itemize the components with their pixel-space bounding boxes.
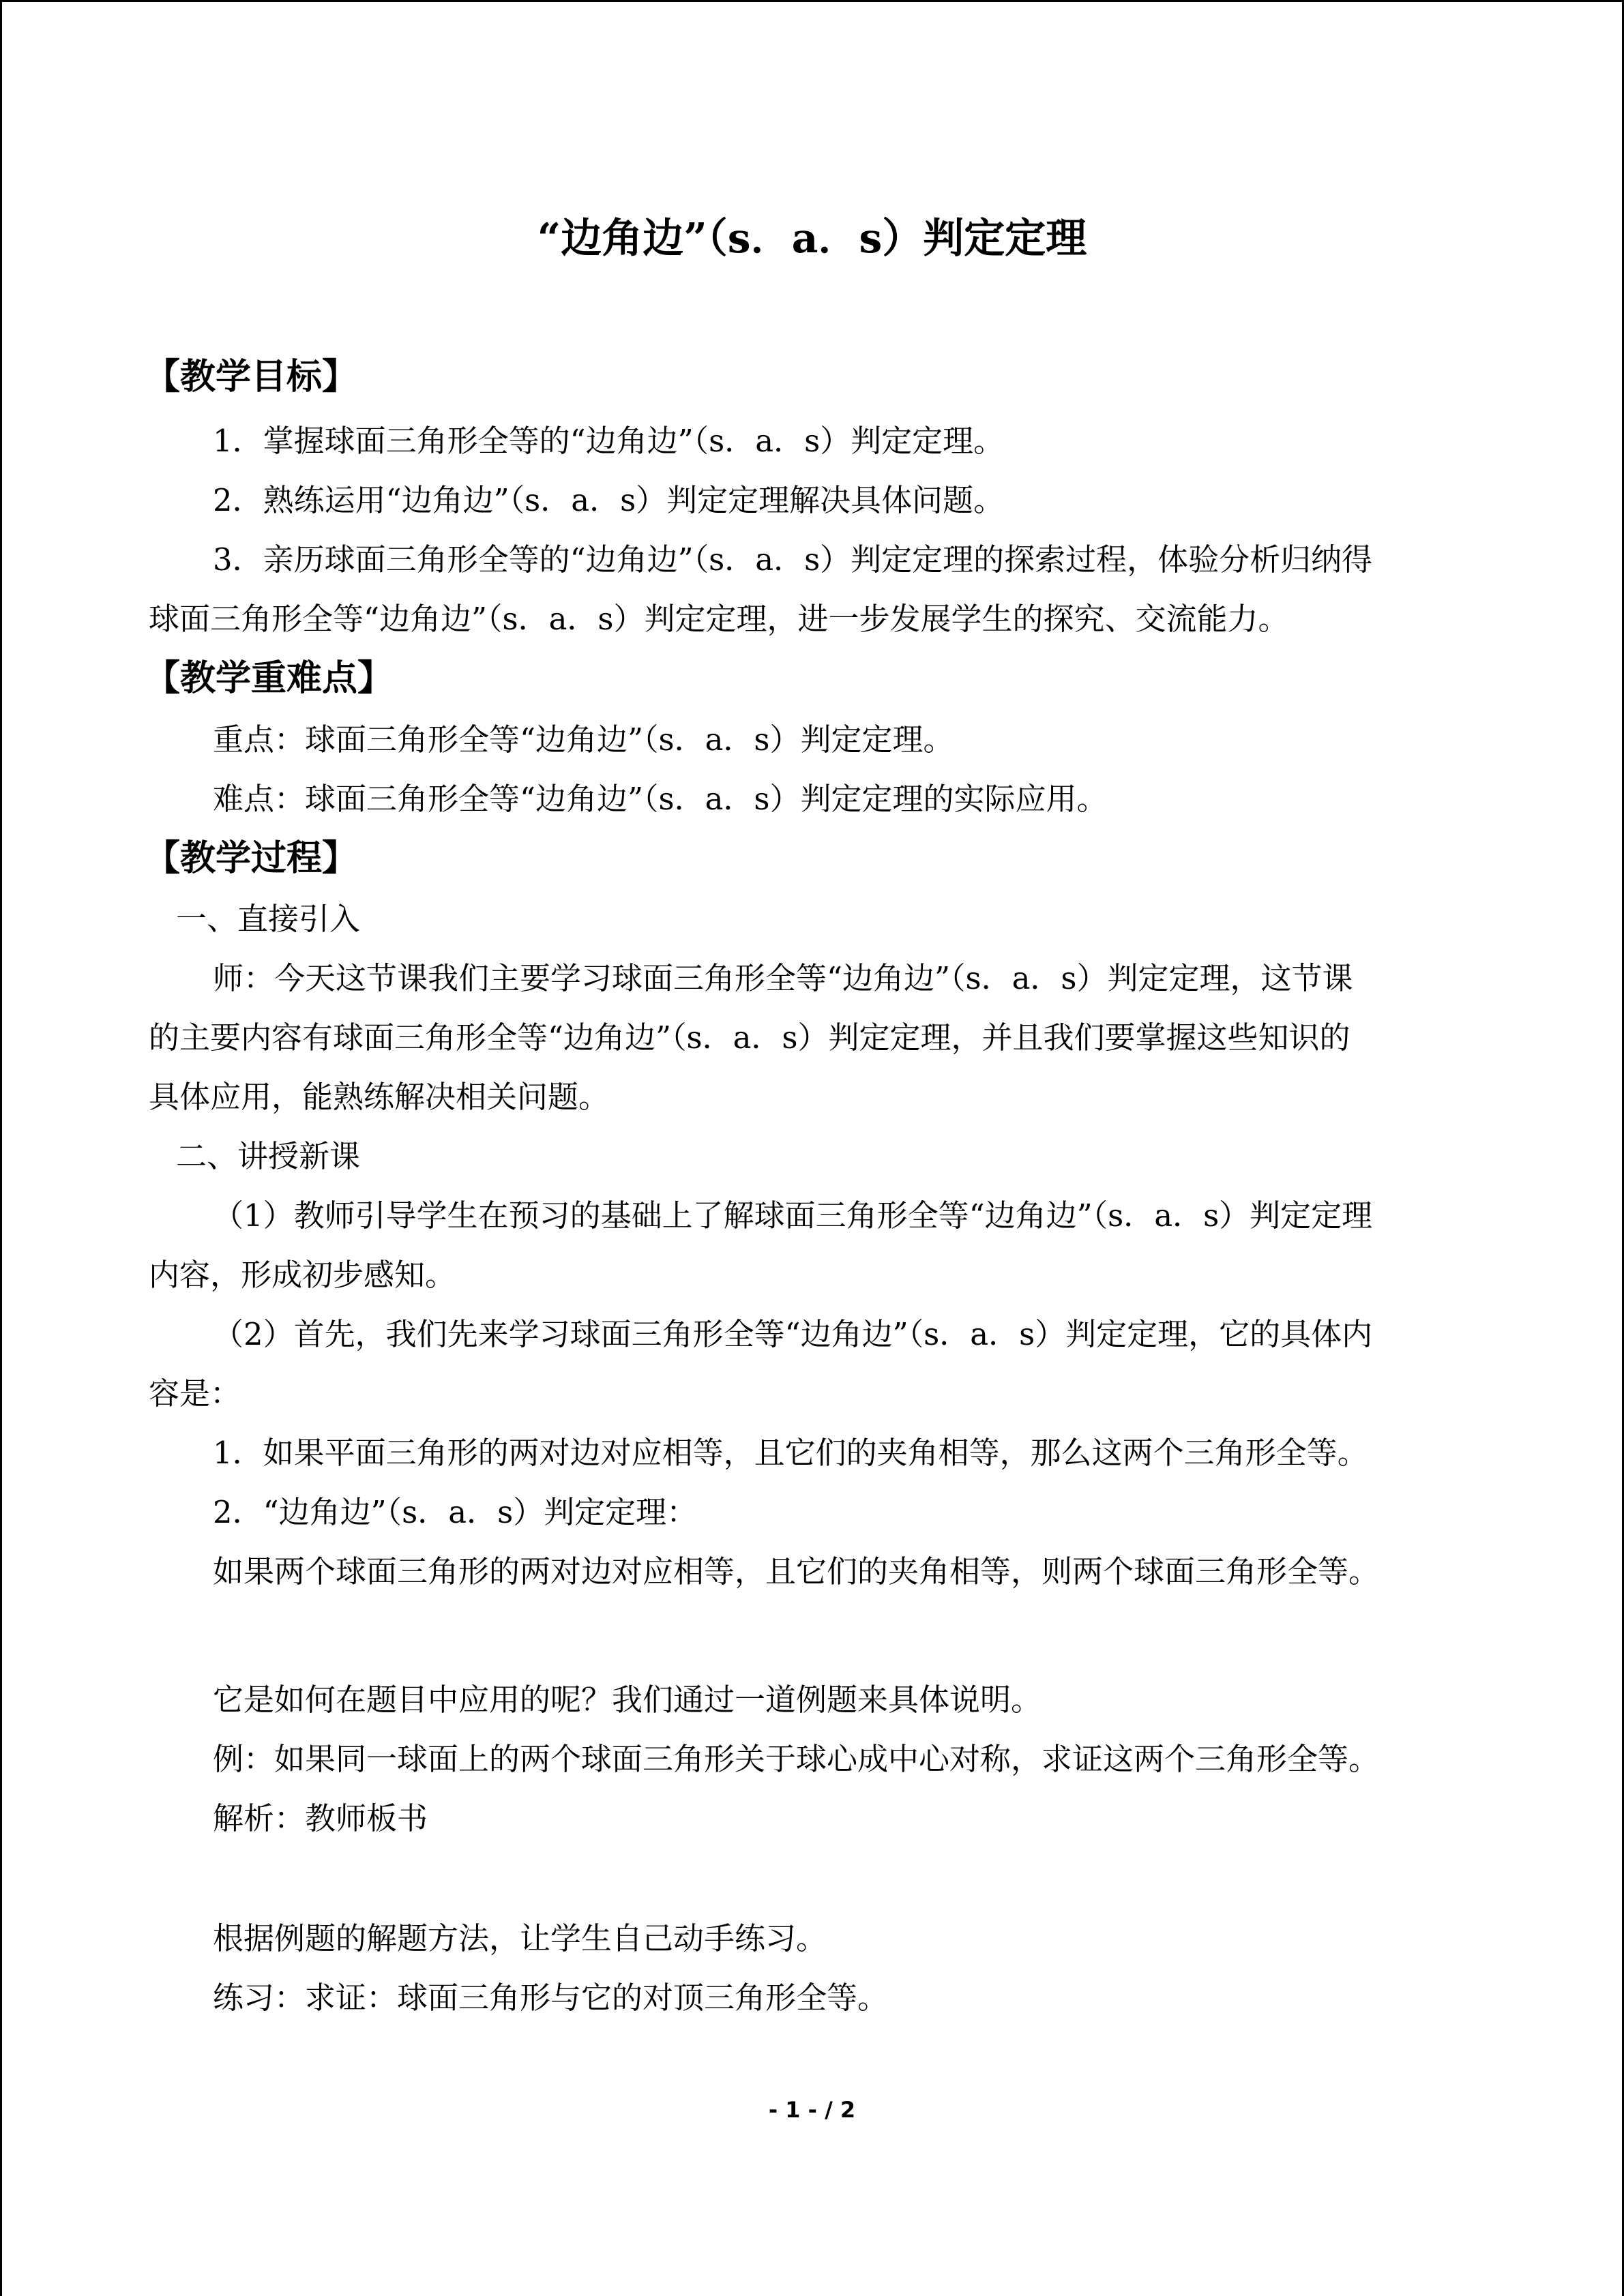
process-line: 如果两个球面三角形的两对边对应相等，且它们的夹角相等，则两个球面三角形全等。	[213, 1553, 1380, 1590]
goal-line-1: 1．掌握球面三角形全等的“边角边”（s．a．s）判定定理。	[213, 423, 1005, 459]
process-line: 1．如果平面三角形的两对边对应相等，且它们的夹角相等，那么这两个三角形全等。	[213, 1435, 1368, 1471]
page-number: - 1 - / 2	[768, 2097, 856, 2123]
document-title: “边角边”（s．a．s）判定定理	[537, 215, 1087, 263]
goal-line-3-cont: 球面三角形全等“边角边”（s．a．s）判定定理，进一步发展学生的探究、交流能力。	[149, 601, 1289, 637]
heading-key-points: 【教学重难点】	[145, 658, 394, 699]
heading-teaching-process: 【教学过程】	[145, 838, 358, 879]
goal-line-3: 3．亲历球面三角形全等的“边角边”（s．a．s）判定定理的探索过程，体验分析归纳得	[213, 541, 1373, 578]
example-line: 例：如果同一球面上的两个球面三角形关于球心成中心对称，求证这两个三角形全等。	[213, 1741, 1380, 1777]
process-line: 2．“边角边”（s．a．s）判定定理：	[213, 1494, 698, 1530]
difficult-point-line: 难点：球面三角形全等“边角边”（s．a．s）判定定理的实际应用。	[213, 781, 1108, 817]
key-point-line: 重点：球面三角形全等“边角边”（s．a．s）判定定理。	[213, 721, 954, 758]
process-line: （1）教师引导学生在预习的基础上了解球面三角形全等“边角边”（s．a．s）判定定理	[213, 1197, 1373, 1234]
process-step-1-title: 一、直接引入	[176, 901, 361, 937]
process-step-2-title: 二、讲授新课	[176, 1138, 361, 1174]
process-line: 它是如何在题目中应用的呢？我们通过一道例题来具体说明。	[213, 1682, 1042, 1718]
process-line: 根据例题的解题方法，让学生自己动手练习。	[213, 1920, 827, 1956]
process-line: 的主要内容有球面三角形全等“边角边”（s．a．s）判定定理，并且我们要掌握这些知识的	[149, 1019, 1350, 1056]
heading-teaching-goals: 【教学目标】	[145, 357, 358, 398]
analysis-line: 解析：教师板书	[213, 1800, 428, 1836]
process-line: （2）首先，我们先来学习球面三角形全等“边角边”（s．a．s）判定定理，它的具体内	[213, 1316, 1373, 1352]
process-line: 内容，形成初步感知。	[149, 1257, 456, 1293]
goal-line-2: 2．熟练运用“边角边”（s．a．s）判定定理解决具体问题。	[213, 482, 1005, 518]
process-line: 具体应用，能熟练解决相关问题。	[149, 1079, 610, 1115]
process-line: 容是：	[149, 1375, 241, 1412]
exercise-line: 练习：求证：球面三角形与它的对顶三角形全等。	[213, 1980, 889, 2016]
process-line: 师：今天这节课我们主要学习球面三角形全等“边角边”（s．a．s）判定定理，这节课	[213, 960, 1353, 996]
